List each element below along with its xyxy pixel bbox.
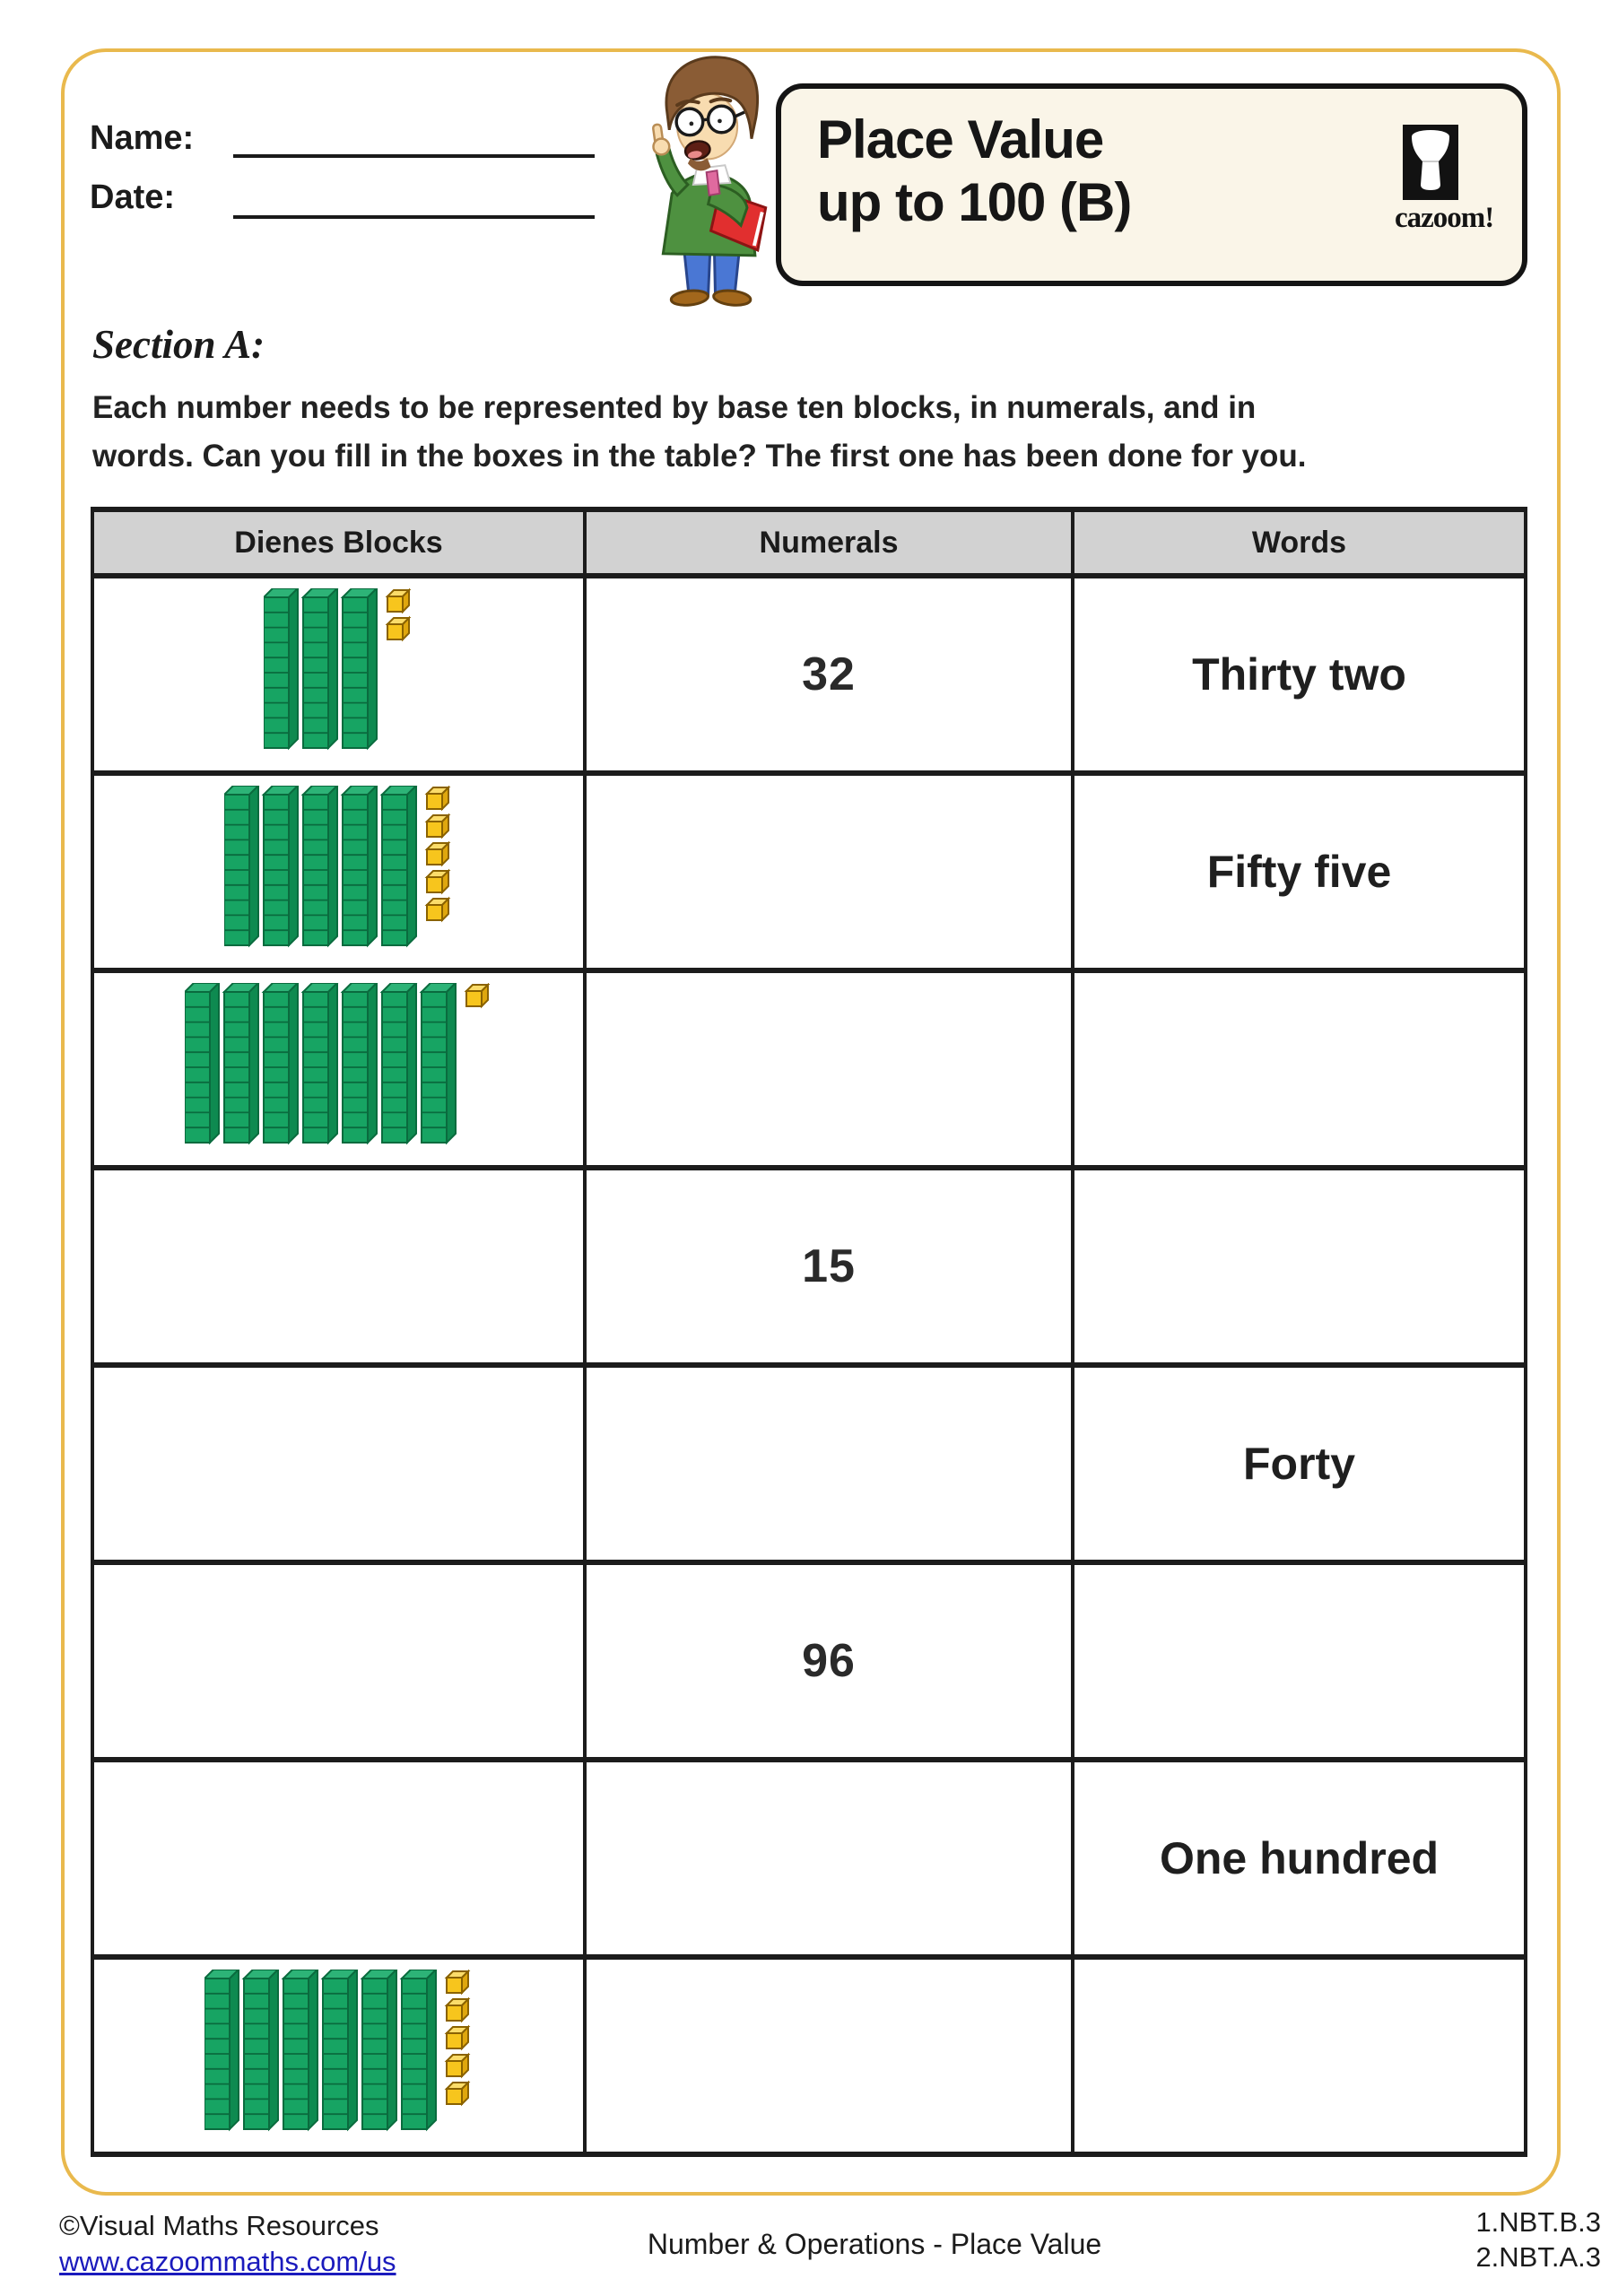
- worksheet-title: [817, 109, 1131, 234]
- numerals-cell: 96: [585, 1562, 1073, 1760]
- section-heading: Section A:: [92, 322, 265, 367]
- footer-topic: Number & Operations - Place Value: [647, 2228, 1102, 2260]
- name-label: Name:: [90, 119, 195, 157]
- cazoom-logo: [1395, 125, 1494, 235]
- instructions-line-1: Each number needs to be represented by base ten blocks, in numerals, and in: [92, 390, 1257, 425]
- dienes-blocks-cell[interactable]: [92, 1562, 585, 1760]
- date-label: Date:: [90, 178, 176, 216]
- numerals-cell[interactable]: [585, 1957, 1073, 2154]
- dienes-blocks-cell: [92, 1957, 585, 2154]
- dienes-blocks-figure: [185, 983, 493, 1155]
- column-header-numerals: Numerals: [585, 509, 1073, 576]
- words-cell[interactable]: [1073, 1562, 1526, 1760]
- table-row: [92, 576, 1526, 773]
- dienes-blocks-figure: [224, 786, 454, 958]
- table-row: [92, 1562, 1526, 1760]
- title-line-1: Place Value: [817, 109, 1104, 170]
- table-row: [92, 1957, 1526, 2154]
- words-cell: Fifty five: [1073, 773, 1526, 970]
- place-value-table: [91, 507, 1527, 2157]
- words-cell: Forty: [1073, 1365, 1526, 1562]
- title-box: [776, 83, 1527, 286]
- footer-url-link[interactable]: www.cazoommaths.com/us: [59, 2246, 396, 2277]
- drum-icon: [1403, 125, 1458, 200]
- column-header-dienes: Dienes Blocks: [92, 509, 585, 576]
- copyright-text: ©Visual Maths Resources: [59, 2210, 379, 2241]
- words-cell[interactable]: [1073, 1168, 1526, 1365]
- title-line-2: up to 100 (B): [817, 172, 1132, 232]
- dienes-blocks-cell[interactable]: [92, 1760, 585, 1957]
- standards-codes: [1475, 2205, 1601, 2274]
- date-input-line[interactable]: [233, 215, 595, 219]
- numerals-cell[interactable]: [585, 1760, 1073, 1957]
- numerals-cell: 15: [585, 1168, 1073, 1365]
- table-row: [92, 1168, 1526, 1365]
- standard-code-1: 1.NBT.B.3: [1475, 2206, 1601, 2238]
- numerals-cell: 32: [585, 576, 1073, 773]
- words-cell[interactable]: [1073, 970, 1526, 1168]
- table-row: [92, 970, 1526, 1168]
- words-cell: Thirty two: [1073, 576, 1526, 773]
- table-body: [92, 576, 1526, 2154]
- dienes-blocks-cell[interactable]: [92, 1365, 585, 1562]
- footer-left: [59, 2208, 396, 2280]
- name-input-line[interactable]: [233, 154, 595, 158]
- logo-text: cazoom!: [1395, 202, 1494, 234]
- dienes-blocks-cell: [92, 576, 585, 773]
- words-cell[interactable]: [1073, 1957, 1526, 2154]
- table-row: [92, 1760, 1526, 1957]
- table-row: [92, 1365, 1526, 1562]
- words-cell: One hundred: [1073, 1760, 1526, 1957]
- standard-code-2: 2.NBT.A.3: [1475, 2241, 1601, 2273]
- dienes-blocks-cell[interactable]: [92, 1168, 585, 1365]
- dienes-blocks-figure: [264, 588, 414, 761]
- numerals-cell[interactable]: [585, 1365, 1073, 1562]
- table-row: [92, 773, 1526, 970]
- dienes-blocks-figure: [204, 1970, 474, 2142]
- numerals-cell[interactable]: [585, 970, 1073, 1168]
- instructions: [92, 384, 1492, 481]
- dienes-blocks-cell: [92, 773, 585, 970]
- numerals-cell[interactable]: [585, 773, 1073, 970]
- column-header-words: Words: [1073, 509, 1526, 576]
- instructions-line-2: words. Can you fill in the boxes in the table? The first one has been done for you.: [92, 439, 1307, 474]
- dienes-blocks-cell: [92, 970, 585, 1168]
- table-header-row: [92, 509, 1526, 576]
